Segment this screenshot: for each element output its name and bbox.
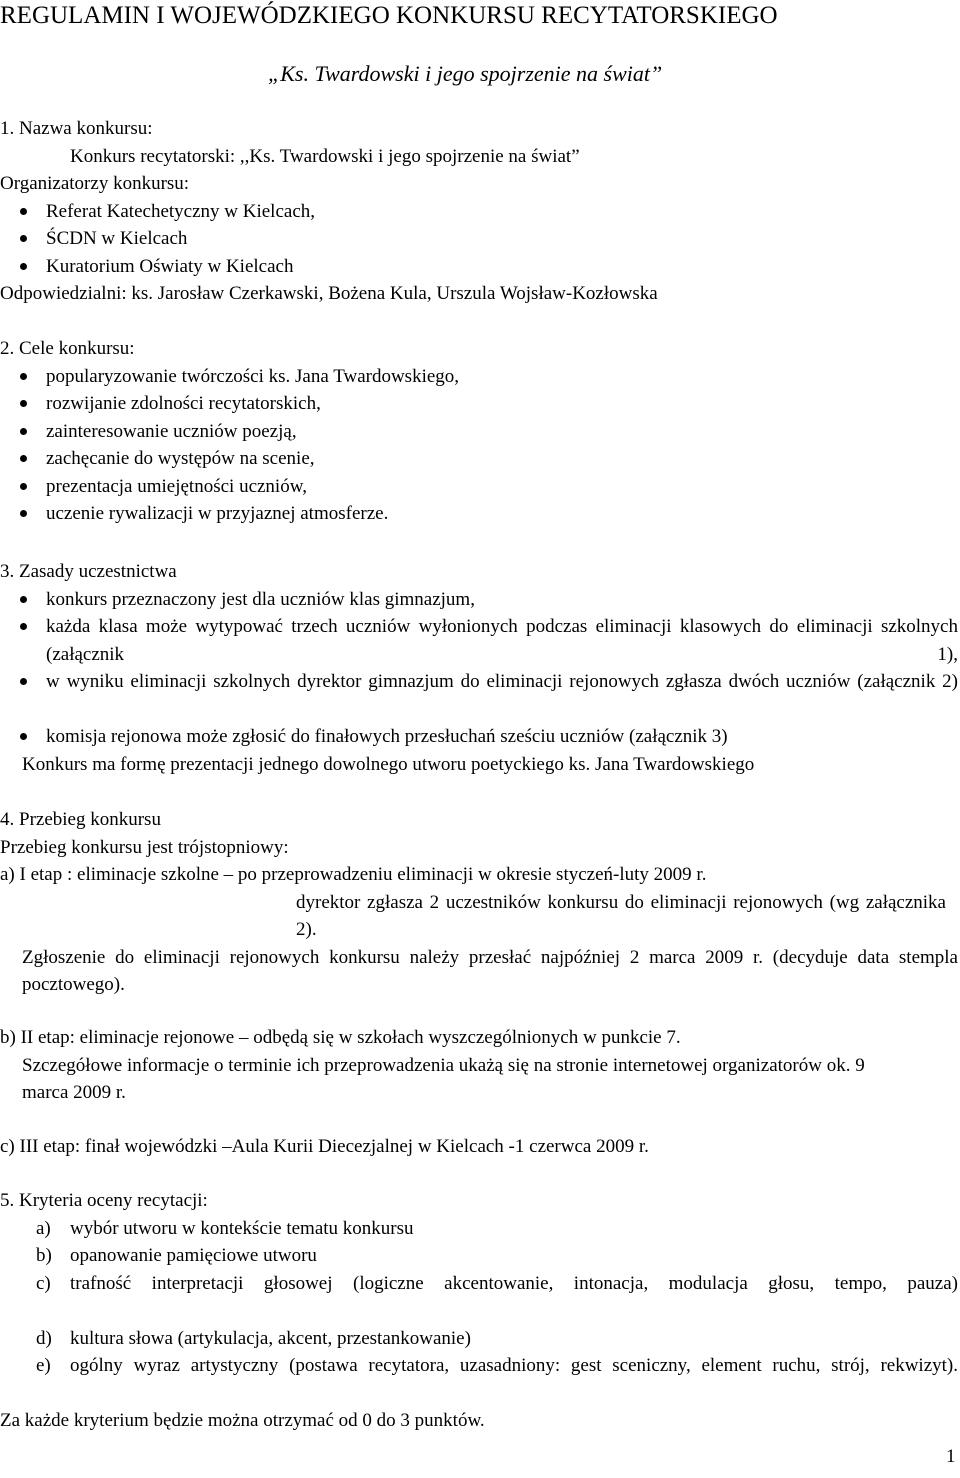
list-item: komisja rejonowa może zgłosić do finałowych przesłuchań sześciu uczniów (załącznik 3) (0, 723, 958, 751)
list-item: rozwijanie zdolności recytatorskich, (0, 390, 958, 418)
goals-list (0, 363, 958, 528)
criterion-text: ogólny wyraz artystyczny (postawa recytatora, uzasadniony: gest sceniczny, element ruchu, strój, rekwizyt). (70, 1355, 958, 1376)
criterion-text: opanowanie pamięciowe utworu (70, 1245, 317, 1266)
criterion-text: kultura słowa (artykulacja, akcent, przestankowanie) (70, 1327, 471, 1349)
list-marker: b) (36, 1245, 52, 1266)
list-item: uczenie rywalizacji w przyjaznej atmosferze. (0, 500, 958, 528)
list-item: popularyzowanie twórczości ks. Jana Twardowskiego, (0, 363, 958, 391)
stage-a: a) I etap : eliminacje szkolne – po przeprowadzeniu eliminacji w okresie styczeń-luty 2009 r. (0, 864, 707, 885)
section-3 (0, 558, 958, 778)
list-item (0, 1270, 958, 1325)
section-4 (0, 806, 958, 999)
list-item: w wyniku eliminacji szkolnych dyrektor gimnazjum do eliminacji rejonowych zgłasza dwóch uczniów (załącznik 2) (0, 668, 958, 723)
list-marker: e) (36, 1355, 51, 1376)
document-title: REGULAMIN I WOJEWÓDZKIEGO KONKURSU RECYTATORSKIEGO (0, 2, 778, 29)
section-5 (0, 1187, 958, 1435)
list-item: Referat Katechetyczny w Kielcach, (0, 198, 958, 226)
stage-b-note: Szczegółowe informacje o terminie ich przeprowadzenia ukażą się na stronie internetowej organizatorów ok. 9 marca 2009 r. (22, 1054, 865, 1103)
list-item: prezentacja umiejętności uczniów, (0, 473, 958, 501)
document-subtitle: „Ks. Twardowski i jego spojrzenie na świat” (268, 61, 663, 86)
section-5-heading: 5. Kryteria oceny recytacji: (0, 1190, 208, 1211)
criterion-text: wybór utworu w kontekście tematu konkursu (70, 1217, 414, 1239)
section-4-stage-b (0, 1024, 958, 1107)
section-3-heading: 3. Zasady uczestnictwa (0, 561, 177, 582)
list-item (0, 1352, 958, 1407)
stage-a-note: Zgłoszenie do eliminacji rejonowych konkursu należy przesłać najpóźniej 2 marca 2009 r. (decyduje data stempla pocztowego). (22, 946, 958, 995)
section-2 (0, 335, 958, 528)
section-1-heading: 1. Nazwa konkursu: (0, 118, 153, 139)
rules-list (0, 586, 958, 751)
responsible-persons: Odpowiedzialni: ks. Jarosław Czerkawski, Bożena Kula, Urszula Wojsław-Kozłowska (0, 283, 658, 304)
list-marker: a) (36, 1217, 51, 1239)
list-item (0, 1242, 958, 1270)
list-item (0, 1325, 958, 1353)
list-marker: d) (36, 1327, 52, 1349)
scoring-note: Za każde kryterium będzie można otrzymać od 0 do 3 punktów. (0, 1410, 485, 1431)
section-4-stage-c (0, 1133, 958, 1161)
stage-c: c) III etap: finał wojewódzki –Aula Kurii Diecezjalnej w Kielcach -1 czerwca 2009 r. (0, 1136, 649, 1157)
organizers-list (0, 198, 958, 281)
stages-intro: Przebieg konkursu jest trójstopniowy: (0, 836, 289, 858)
stage-a-detail: dyrektor zgłasza 2 uczestników konkursu do eliminacji rejonowych (wg załącznika 2). (296, 891, 946, 940)
list-item: ŚCDN w Kielcach (0, 225, 958, 253)
list-item: zachęcanie do występów na scenie, (0, 445, 958, 473)
criterion-text: trafność interpretacji głosowej (logiczne akcentowanie, intonacja, modulacja głosu, tempo, pauza) (70, 1272, 958, 1294)
section-2-heading: 2. Cele konkursu: (0, 338, 135, 359)
section-4-heading: 4. Przebieg konkursu (0, 809, 161, 830)
list-item: zainteresowanie uczniów poezją, (0, 418, 958, 446)
list-item: każda klasa może wytypować trzech uczniów wyłonionych podczas eliminacji klasowych do eliminacji szkolnych (załącznik 1), (0, 613, 958, 668)
list-marker: c) (36, 1272, 51, 1294)
organizers-heading: Organizatorzy konkursu: (0, 173, 190, 194)
contest-name: Konkurs recytatorski: ,,Ks. Twardowski i jego spojrzenie na świat” (70, 145, 580, 167)
section-1 (0, 115, 958, 308)
list-item (0, 1215, 958, 1243)
criteria-list (0, 1215, 958, 1408)
list-item: Kuratorium Oświaty w Kielcach (0, 253, 958, 281)
rules-note: Konkurs ma formę prezentacji jednego dowolnego utworu poetyckiego ks. Jana Twardowskiego (22, 753, 755, 775)
page-number: 1 (946, 1446, 956, 1467)
stage-b: b) II etap: eliminacje rejonowe – odbędą się w szkołach wyszczególnionych w punkcie 7. (0, 1027, 681, 1048)
list-item: konkurs przeznaczony jest dla uczniów klas gimnazjum, (0, 586, 958, 614)
